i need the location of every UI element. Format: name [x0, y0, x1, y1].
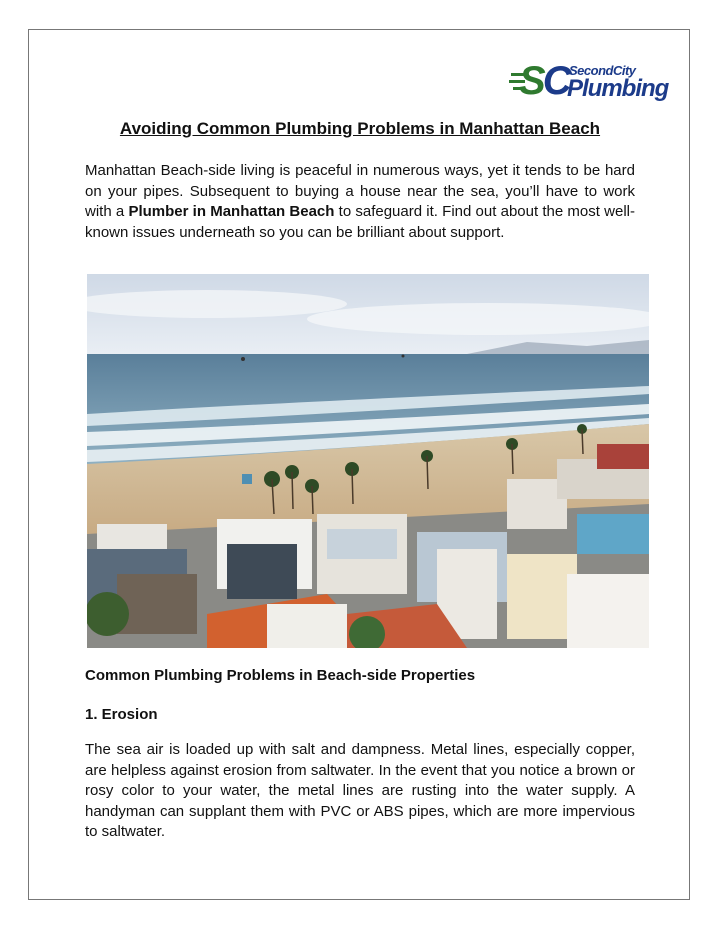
page-title: Avoiding Common Plumbing Problems in Manhattan Beach [119, 119, 601, 138]
erosion-paragraph: The sea air is loaded up with salt and dampness. Metal lines, especially copper, are helpless against erosion from saltwater. In the event that you notice a brown or rosy color to your water, the metal lines are rusting into the water supply. A handyman can supplant them with PVC or ABS pipes, which are more impervious to saltwater. [85, 741, 635, 840]
logo-line-1: SecondCity [569, 63, 636, 78]
logo-line-2: Plumbing [567, 75, 669, 102]
document-page [28, 29, 690, 900]
section-heading: Common Plumbing Problems in Beach-side Properties [85, 667, 476, 684]
intro-text-after: to safeguard it. Find out about the most well-known issues underneath so you can be brilliant about support. [85, 203, 635, 241]
intro-paragraph [85, 161, 635, 243]
second-city-plumbing-logo [509, 55, 669, 110]
logo-initials: SC [519, 59, 569, 103]
erosion-heading: 1. Erosion [85, 706, 158, 723]
intro-text-before: Manhattan Beach-side living is peaceful in numerous ways, yet it tends to be hard on your pipes. Subsequent to buying a house near the sea, you’ll have to work with a [85, 162, 635, 220]
intro-bold-link-text: Plumber in Manhattan Beach [128, 203, 335, 220]
beach-aerial-photo [87, 274, 649, 648]
